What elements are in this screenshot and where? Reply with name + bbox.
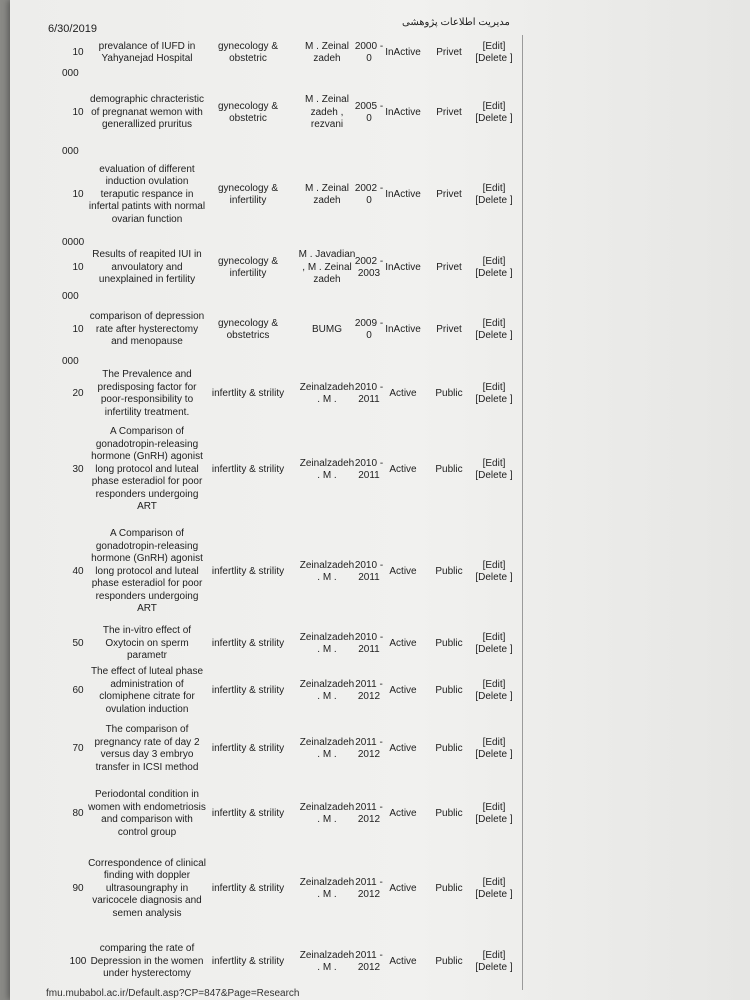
research-title: The Prevalence and predisposing factor for poor-responsibility to infertility treatment. xyxy=(97,369,197,418)
research-category: gynecology & obstetric xyxy=(217,100,279,124)
row-actions xyxy=(466,80,522,146)
research-years: 2009 - 0 xyxy=(354,317,384,341)
research-title: demographic chracteristic of pregnanat wemon with generallized pruritus xyxy=(90,94,204,131)
edit-link[interactable]: [Edit] xyxy=(482,381,506,393)
row-actions xyxy=(466,522,522,622)
research-category: infertlity & strility xyxy=(211,565,285,577)
row-number: 40 xyxy=(72,565,84,577)
research-years: 2011 - 2012 xyxy=(355,678,383,702)
research-status: Active xyxy=(389,463,417,475)
row-number: 10 xyxy=(72,261,84,273)
research-access: Public xyxy=(435,463,463,475)
research-category: infertlity & strility xyxy=(211,955,285,967)
research-access: Public xyxy=(435,387,463,399)
research-category: infertlity & strility xyxy=(211,807,285,819)
research-authors: Zeinalzadeh . M . xyxy=(299,736,355,760)
research-category: infertlity & strility xyxy=(211,463,285,475)
row-number: 10 xyxy=(72,106,84,118)
research-status: Active xyxy=(389,684,417,696)
research-years: 2000 - 0 xyxy=(354,40,384,64)
research-years: 2010 - 2011 xyxy=(354,457,384,481)
delete-link[interactable]: [Delete ] xyxy=(475,962,513,973)
research-category: gynecology & obstetrics xyxy=(217,317,279,341)
research-category: infertlity & strility xyxy=(211,684,285,696)
edit-link[interactable]: [Edit] xyxy=(482,100,506,112)
row-actions xyxy=(466,157,522,233)
separator-code: 000 xyxy=(62,356,79,367)
research-authors: Zeinalzadeh . M . xyxy=(299,631,355,655)
research-years: 2010 - 2011 xyxy=(354,631,384,655)
research-title: comparing the rate of Depression in the women under hysterectomy xyxy=(90,943,204,980)
research-years: 2010 - 2011 xyxy=(354,559,384,583)
edit-link[interactable]: [Edit] xyxy=(482,457,506,469)
delete-link[interactable]: [Delete ] xyxy=(475,195,513,206)
research-years: 2011 - 2012 xyxy=(355,801,383,825)
research-years: 2002 - 2003 xyxy=(354,255,384,279)
page-url: fmu.mubabol.ac.ir/Default.asp?CP=847&Page=Research xyxy=(46,988,300,999)
row-actions xyxy=(466,928,522,996)
research-authors: Zeinalzadeh . M . xyxy=(299,876,355,900)
row-number: 80 xyxy=(72,807,84,819)
separator-code: 000 xyxy=(62,146,79,157)
research-title: Results of reapited IUI in anvoulatory and unexplained in fertility xyxy=(92,249,202,286)
research-title: prevalance of IUFD in Yahyanejad Hospital xyxy=(98,40,196,64)
table-row xyxy=(10,928,750,996)
table-row xyxy=(10,302,750,358)
research-category: infertlity & strility xyxy=(211,637,285,649)
research-category: gynecology & infertility xyxy=(217,182,279,206)
table-row xyxy=(10,368,750,420)
delete-link[interactable]: [Delete ] xyxy=(475,572,513,583)
delete-link[interactable]: [Delete ] xyxy=(475,691,513,702)
table-row xyxy=(10,624,750,664)
research-category: infertlity & strility xyxy=(211,387,285,399)
row-actions xyxy=(466,718,522,780)
row-number: 10 xyxy=(72,323,84,335)
research-authors: Zeinalzadeh . M . xyxy=(299,381,355,405)
research-status: InActive xyxy=(385,46,421,58)
research-title: Correspondence of clinical finding with doppler ultrasoungraphy in varicocele diagnosis and semen analysis xyxy=(88,857,206,919)
research-title: The effect of luteal phase administration of clomiphene citrate for ovulation induction xyxy=(90,666,204,715)
research-access: Privet xyxy=(436,188,462,200)
research-status: Active xyxy=(389,807,417,819)
printed-page xyxy=(10,0,750,1000)
row-actions xyxy=(466,38,522,68)
site-title: مدیریت اطلاعات پژوهشی xyxy=(402,17,510,28)
row-actions xyxy=(466,666,522,716)
research-status: Active xyxy=(389,882,417,894)
research-authors: M . Zeinal zadeh , rezvani xyxy=(305,94,349,131)
edit-link[interactable]: [Edit] xyxy=(482,559,506,571)
research-status: Active xyxy=(389,637,417,649)
research-authors: Zeinalzadeh . M . xyxy=(299,801,355,825)
research-title: A Comparison of gonadotropin-releasing hormone (GnRH) agonist long protocol and luteal phase esteradiol for poor responders undergoing ART xyxy=(91,426,203,513)
row-number: 100 xyxy=(69,955,87,967)
row-actions xyxy=(466,422,522,518)
print-date: 6/30/2019 xyxy=(48,23,97,35)
table-row xyxy=(10,38,750,68)
delete-link[interactable]: [Delete ] xyxy=(475,394,513,405)
research-authors: M . Zeinal zadeh xyxy=(305,182,349,206)
table-row xyxy=(10,245,750,291)
research-access: Public xyxy=(435,637,463,649)
edit-link[interactable]: [Edit] xyxy=(482,801,506,813)
row-number: 70 xyxy=(72,742,84,754)
delete-link[interactable]: [Delete ] xyxy=(475,53,513,64)
row-actions xyxy=(466,784,522,844)
table-row xyxy=(10,784,750,844)
research-status: InActive xyxy=(385,261,421,273)
research-access: Public xyxy=(435,955,463,967)
research-access: Public xyxy=(435,565,463,577)
research-years: 2002 - 0 xyxy=(354,182,384,206)
delete-link[interactable]: [Delete ] xyxy=(475,749,513,760)
research-authors: M . Javadian , M . Zeinal zadeh xyxy=(298,249,356,286)
delete-link[interactable]: [Delete ] xyxy=(475,889,513,900)
research-authors: Zeinalzadeh . M . xyxy=(299,559,355,583)
research-years: 2005 - 0 xyxy=(354,100,384,124)
delete-link[interactable]: [Delete ] xyxy=(475,470,513,481)
row-number: 20 xyxy=(72,387,84,399)
table-row xyxy=(10,666,750,716)
edit-link[interactable]: [Edit] xyxy=(482,255,506,267)
research-title: A Comparison of gonadotropin-releasing hormone (GnRH) agonist long protocol and luteal phase esteradiol for poor responders undergoing ART xyxy=(91,528,203,615)
research-status: InActive xyxy=(385,323,421,335)
row-actions xyxy=(466,302,522,358)
table-row xyxy=(10,850,750,928)
research-access: Public xyxy=(435,882,463,894)
research-authors: Zeinalzadeh . M . xyxy=(299,457,355,481)
research-status: Active xyxy=(389,742,417,754)
delete-link[interactable]: [Delete ] xyxy=(475,814,513,825)
research-status: InActive xyxy=(385,106,421,118)
research-authors: Zeinalzadeh . M . xyxy=(299,678,355,702)
research-title: evaluation of different induction ovulation teraputic respance in infertal patints with normal ovarian function xyxy=(88,163,206,225)
table-row xyxy=(10,522,750,622)
research-access: Privet xyxy=(436,46,462,58)
row-number: 60 xyxy=(72,684,84,696)
row-actions xyxy=(466,850,522,928)
table-row xyxy=(10,157,750,233)
row-number: 10 xyxy=(72,188,84,200)
research-status: Active xyxy=(389,387,417,399)
table-row xyxy=(10,80,750,146)
research-authors: M . Zeinal zadeh xyxy=(305,40,349,64)
research-access: Privet xyxy=(436,323,462,335)
research-access: Public xyxy=(435,684,463,696)
row-actions xyxy=(466,624,522,664)
edit-link[interactable]: [Edit] xyxy=(482,182,506,194)
research-category: gynecology & obstetric xyxy=(217,40,279,64)
research-authors: Zeinalzadeh . M . xyxy=(299,949,355,973)
research-access: Privet xyxy=(436,106,462,118)
row-number: 30 xyxy=(72,463,84,475)
row-number: 90 xyxy=(72,882,84,894)
delete-link[interactable]: [Delete ] xyxy=(475,644,513,655)
separator-code: 000 xyxy=(62,68,79,79)
research-title: The in-vitro effect of Oxytocin on sperm parametr xyxy=(102,625,192,662)
edit-link[interactable]: [Edit] xyxy=(482,678,506,690)
edit-link[interactable]: [Edit] xyxy=(482,949,506,961)
edit-link[interactable]: [Edit] xyxy=(482,40,506,52)
research-access: Public xyxy=(435,742,463,754)
research-status: Active xyxy=(389,955,417,967)
research-status: Active xyxy=(389,565,417,577)
research-title: comparison of depression rate after hysterectomy and menopause xyxy=(89,311,205,348)
row-number: 10 xyxy=(72,46,84,58)
separator-code: 0000 xyxy=(62,237,85,248)
delete-link[interactable]: [Delete ] xyxy=(475,268,513,279)
research-years: 2011 - 2012 xyxy=(355,736,383,760)
research-years: 2011 - 2012 xyxy=(355,876,383,900)
separator-code: 000 xyxy=(62,291,79,302)
research-access: Public xyxy=(435,807,463,819)
row-number: 50 xyxy=(72,637,84,649)
delete-link[interactable]: [Delete ] xyxy=(475,113,513,124)
edit-link[interactable]: [Edit] xyxy=(482,736,506,748)
delete-link[interactable]: [Delete ] xyxy=(475,330,513,341)
row-actions xyxy=(466,245,522,291)
research-access: Privet xyxy=(436,261,462,273)
research-years: 2011 - 2012 xyxy=(355,949,383,973)
table-row xyxy=(10,718,750,780)
research-category: infertlity & strility xyxy=(211,882,285,894)
research-category: infertlity & strility xyxy=(211,742,285,754)
edit-link[interactable]: [Edit] xyxy=(482,876,506,888)
edit-link[interactable]: [Edit] xyxy=(482,317,506,329)
row-actions xyxy=(466,368,522,420)
research-years: 2010 - 2011 xyxy=(354,381,384,405)
research-title: The comparison of pregnancy rate of day 2 versus day 3 embryo transfer in ICSI method xyxy=(94,724,200,773)
research-status: InActive xyxy=(385,188,421,200)
edit-link[interactable]: [Edit] xyxy=(482,631,506,643)
research-authors: BUMG xyxy=(312,323,342,335)
table-row xyxy=(10,422,750,518)
research-title: Periodontal condition in women with endometriosis and comparison with control group xyxy=(88,789,206,838)
research-category: gynecology & infertility xyxy=(217,255,279,279)
